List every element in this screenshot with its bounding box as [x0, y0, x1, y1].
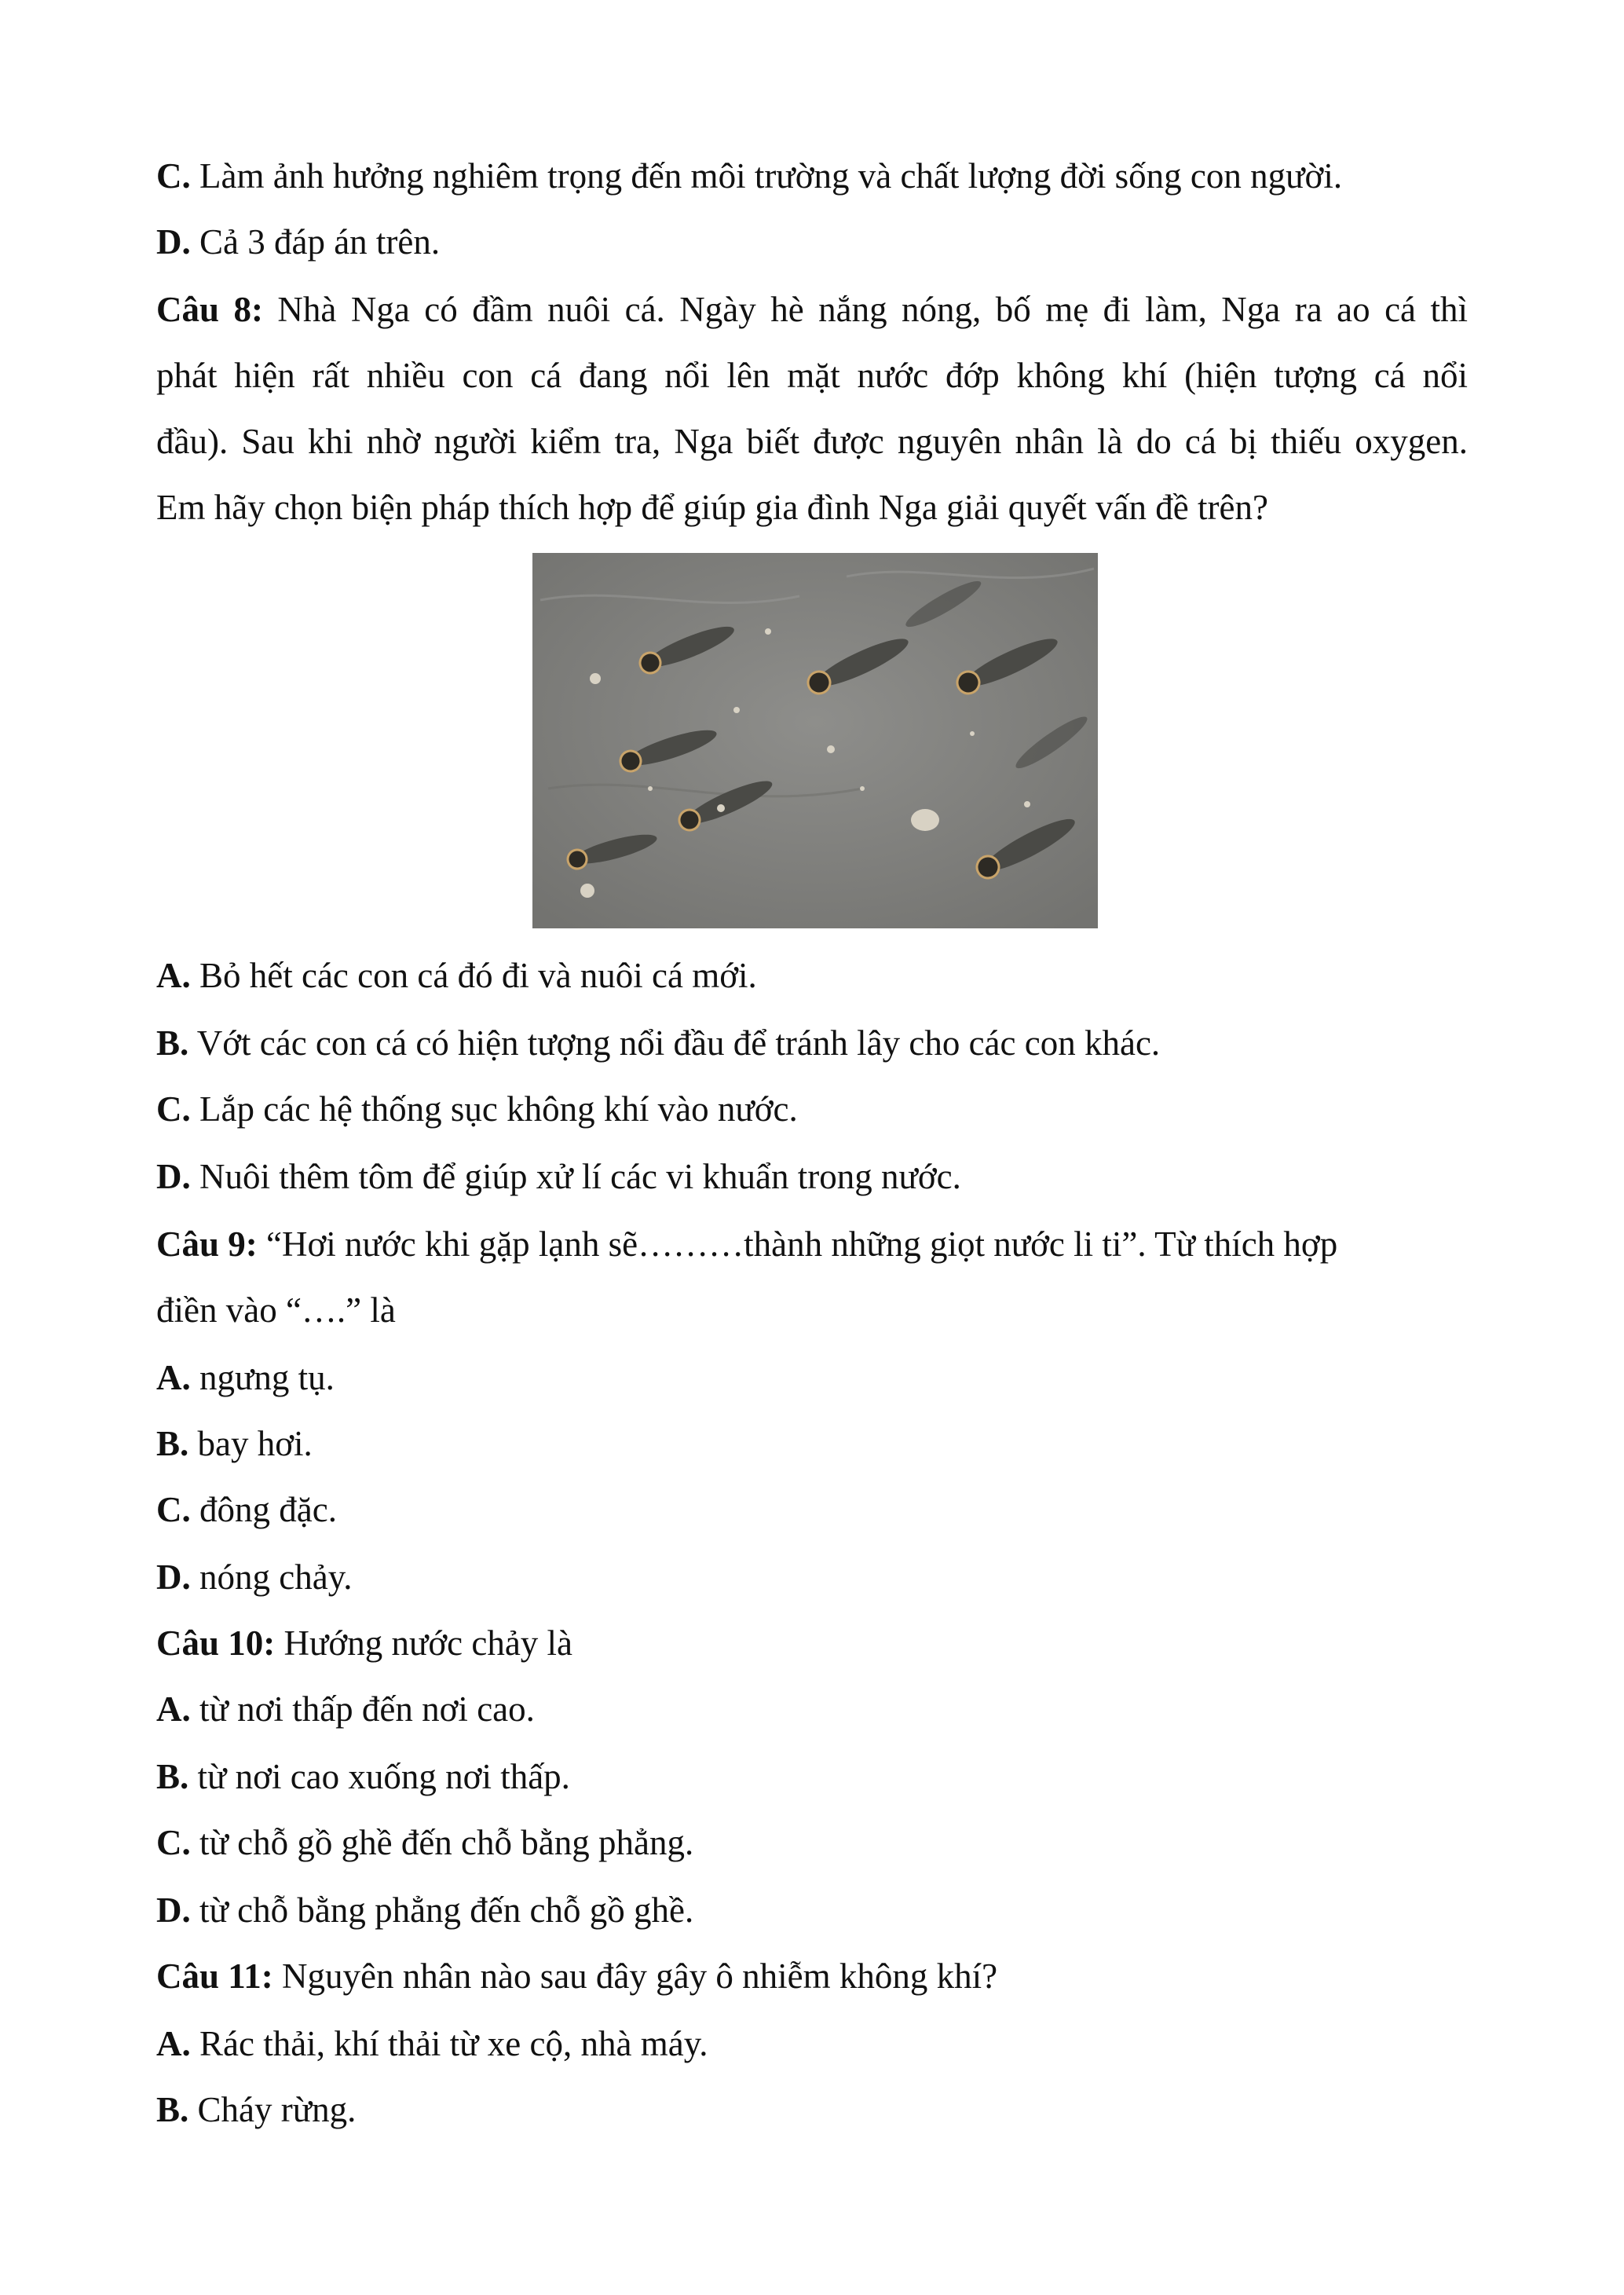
option-text: Cả 3 đáp án trên.: [190, 222, 441, 262]
option-text: từ chỗ bằng phẳng đến chỗ gồ ghề.: [190, 1891, 694, 1930]
option-text: từ chỗ gồ ghề đến chỗ bằng phẳng.: [190, 1823, 694, 1862]
q9-option-c: [156, 1488, 1468, 1532]
q7-option-c: [156, 154, 1468, 198]
option-text: Nuôi thêm tôm để giúp xử lí các vi khuẩn trong nước.: [190, 1157, 961, 1196]
q9-option-b: [156, 1422, 1468, 1466]
option-label: B.: [156, 1023, 189, 1063]
option-label: B.: [156, 2090, 189, 2129]
option-text: ngưng tụ.: [190, 1358, 335, 1397]
q8-stem-line-4: [156, 485, 1468, 529]
q8-stem-line-1: [156, 287, 1468, 331]
question-text: Nguyên nhân nào sau đây gây ô nhiễm không khí?: [272, 1956, 998, 1996]
option-label: D.: [156, 222, 191, 262]
option-label: A.: [156, 1358, 191, 1397]
q9-stem-line-2: [156, 1288, 1468, 1332]
q8-option-a: [156, 954, 1468, 997]
option-label: C.: [156, 1089, 191, 1129]
q11-stem: [156, 1954, 1468, 1998]
question-text: phát hiện rất nhiều con cá đang nổi lên mặt nước đớp không khí (hiện tượng cá nổi: [156, 356, 1468, 395]
option-text: Vớt các con cá có hiện tượng nổi đầu để tránh lây cho các con khác.: [188, 1023, 1161, 1063]
question-label: Câu 11:: [156, 1956, 273, 1996]
q9-option-a: [156, 1356, 1468, 1400]
q11-option-a: [156, 2022, 1468, 2066]
question-label: Câu 9:: [156, 1224, 258, 1264]
question-text: “Hơi nước khi gặp lạnh sẽ………thành những giọt nước li ti”. Từ thích hợp: [257, 1224, 1338, 1264]
q10-stem: [156, 1621, 1468, 1665]
question-label: Câu 8:: [156, 290, 263, 329]
q8-option-c: [156, 1087, 1468, 1131]
q10-option-b: [156, 1755, 1468, 1799]
option-label: A.: [156, 1689, 191, 1729]
option-text: Cháy rừng.: [188, 2090, 357, 2129]
q8-stem-line-3: [156, 419, 1468, 463]
question-text: Nhà Nga có đầm nuôi cá. Ngày hè nắng nóng, bố mẹ đi làm, Nga ra ao cá thì: [262, 290, 1468, 329]
option-label: C.: [156, 1823, 191, 1862]
q7-option-d: [156, 220, 1468, 264]
option-text: từ nơi thấp đến nơi cao.: [190, 1689, 535, 1729]
option-text: Lắp các hệ thống sục không khí vào nước.: [190, 1089, 798, 1129]
q8-option-b: [156, 1021, 1468, 1065]
option-label: D.: [156, 1557, 191, 1597]
option-text: nóng chảy.: [190, 1557, 353, 1597]
option-label: D.: [156, 1157, 191, 1196]
option-text: bay hơi.: [188, 1424, 313, 1463]
option-text: đông đặc.: [190, 1490, 337, 1529]
option-label: C.: [156, 1490, 191, 1529]
option-label: B.: [156, 1757, 189, 1796]
q8-stem-line-2: [156, 353, 1468, 397]
q10-option-a: [156, 1687, 1468, 1731]
question-text: điền vào “….” là: [156, 1290, 396, 1330]
question-text: Em hãy chọn biện pháp thích hợp để giúp gia đình Nga giải quyết vấn đề trên?: [156, 488, 1268, 527]
q11-option-b: [156, 2088, 1468, 2132]
question-text: Hướng nước chảy là: [275, 1623, 573, 1663]
option-label: D.: [156, 1891, 191, 1930]
option-text: Bỏ hết các con cá đó đi và nuôi cá mới.: [190, 956, 757, 995]
q10-option-c: [156, 1821, 1468, 1865]
option-label: C.: [156, 156, 191, 196]
question-label: Câu 10:: [156, 1623, 276, 1663]
q10-option-d: [156, 1888, 1468, 1932]
option-label: B.: [156, 1424, 189, 1463]
option-text: Làm ảnh hưởng nghiêm trọng đến môi trường và chất lượng đời sống con người.: [190, 156, 1343, 196]
fish-photo-illustration: [532, 553, 1098, 928]
option-label: A.: [156, 956, 191, 995]
q9-stem-line-1: [156, 1222, 1468, 1266]
option-label: A.: [156, 2024, 191, 2063]
q9-option-d: [156, 1555, 1468, 1599]
question-text: đầu). Sau khi nhờ người kiểm tra, Nga biết được nguyên nhân là do cá bị thiếu oxygen.: [156, 422, 1468, 461]
option-text: từ nơi cao xuống nơi thấp.: [188, 1757, 570, 1796]
q8-option-d: [156, 1155, 1468, 1199]
option-text: Rác thải, khí thải từ xe cộ, nhà máy.: [190, 2024, 708, 2063]
fish-surfacing-photo: [532, 553, 1098, 928]
